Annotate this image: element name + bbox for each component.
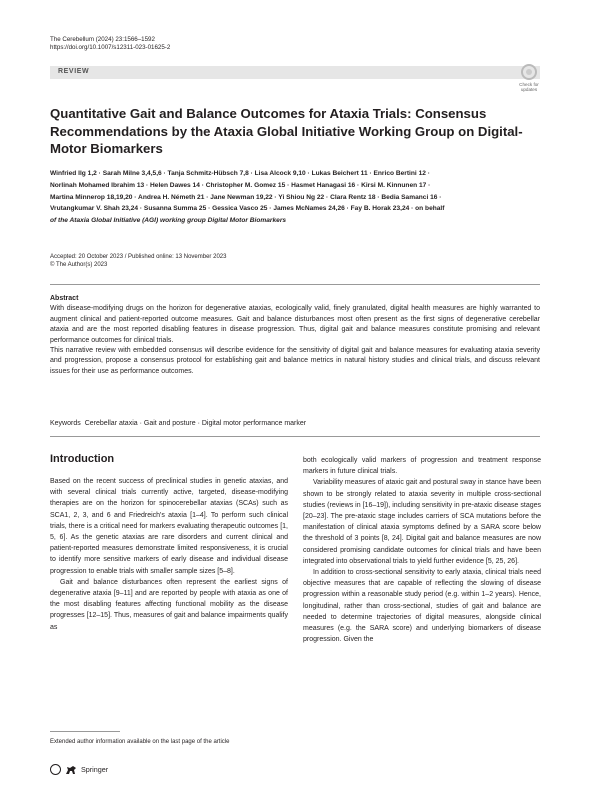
body-paragraph: Variability measures of ataxic gait and postural sway in stance have been shown to be strongly related to ataxia severity in multiple cross-sectional studies (reviews in [16–19]), including sensitivity in pre-ataxic disease stages [20–23]. The pre-ataxic stage includes carriers of SCA mutations before the manifestation of clinical ataxia symptoms defined by a SARA score below the threshold of 3 points [8, 24]. Digital gait and balance measures are now considered promising candidate outcomes for clinical trials and have been integrated into observational trials to yield further evidence [5, 25, 26]. <box>303 479 541 565</box>
article-title: Quantitative Gait and Balance Outcomes for Ataxia Trials: Consensus Recommendations by the Ataxia Global Initiative Working Group on Digital-Motor Biomarkers <box>50 106 523 156</box>
check-for-updates-icon[interactable] <box>514 64 544 100</box>
author-line: Norlinah Mohamed Ibrahim 13 · Helen Dawes 14 · Christopher M. Gomez 15 · Hasmet Hanagasi 16 · Kirsi M. Kinnunen 17 · <box>50 181 431 189</box>
springer-horse-icon <box>65 765 77 775</box>
author-line: Winfried Ilg 1,2 · Sarah Milne 3,4,5,6 · Tanja Schmitz-Hübsch 7,8 · Lisa Alcock 9,10 · Lukas Beichert 11 · Enrico Bertini 12 · <box>50 170 430 177</box>
author-group-line: of the Ataxia Global Initiative (AGI) working group Digital Motor Biomarkers <box>50 217 287 225</box>
badge-circle <box>521 64 537 80</box>
article-type-label: REVIEW <box>58 68 90 75</box>
doi-link[interactable]: https://doi.org/10.1007/s12311-023-01625-2 <box>50 44 171 51</box>
open-access-icon <box>50 764 61 775</box>
badge-line-2: updates <box>520 87 538 92</box>
divider <box>50 436 540 437</box>
author-list <box>50 168 540 227</box>
body-paragraph: Based on the recent success of preclinical studies in genetic ataxias, and with several clinical trials currently active, targeted, disease-modifying therapies are on the horizon for spinocerebellar ataxias (SCAs) such as SCA1, 2, 3, and 6 and Friedreich's ataxia [1–4]. To perform such clinical trials, there is a critical need for markers evaluating therapeutic outcomes [1, 5, 6]. As the genetic ataxias are rare disorders and current clinical and patient-reported measures demonstrate limited responsiveness, it is crucial to identify more sensitive markers of early disease and individual disease progression to enable trials with smaller sample sizes [5–8]. <box>50 478 288 575</box>
abstract-paragraph: With disease-modifying drugs on the horizon for degenerative ataxias, ecologically valid, finely granulated, digital health measures are highly warranted to augment clinical and patient-reported outcome measures. Gait and balance disturbances most often present as the first signs of degenerative cerebellar ataxia and are the most reported disabling features in disease progression. Thus, digital gait and balance measures constitute promising and relevant performance outcomes for clinical trials. <box>50 305 540 344</box>
body-paragraph: both ecologically valid markers of progression and treatment response markers in future clinical trials. <box>303 457 541 476</box>
body-paragraph: Gait and balance disturbances often represent the earliest signs of degenerative ataxia [9–11] and are reported by people with ataxia as one of the most disabling features affecting functional mobility as the disease progresses [12–15]. Thus, measures of gait and balance impairments qualify as <box>50 578 288 631</box>
abstract-paragraph: This narrative review with embedded consensus will describe evidence for the sensitivity of digital gait and balance measures for evaluating ataxia severity and progression, propose a consensus protocol for establishing gait and balance metrics in natural history studies and clinical trials, and discuss relevant issues for their use as performance outcomes. <box>50 347 540 375</box>
keywords-text: Cerebellar ataxia · Gait and posture · Digital motor performance marker <box>84 420 307 427</box>
publisher-footer <box>50 764 108 775</box>
left-column <box>50 476 288 633</box>
badge-line-1: Check for <box>519 82 539 87</box>
section-heading-introduction: Introduction <box>50 453 115 465</box>
footnote: Extended author information available on the last page of the article <box>50 739 230 745</box>
keywords-label: Keywords <box>50 420 81 427</box>
footnote-rule <box>50 731 120 732</box>
copyright-line: © The Author(s) 2023 <box>50 262 108 268</box>
badge-text <box>514 82 544 92</box>
author-line: Martina Minnerop 18,19,20 · Andrea H. Németh 21 · Jane Newman 19,22 · Yi Shiou Ng 22 · Clara Rentz 18 · Bedia Samanci 16 · <box>50 193 442 201</box>
right-column <box>303 455 541 645</box>
keywords <box>50 419 540 429</box>
author-line: Vrutangkumar V. Shah 23,24 · Susanna Summa 25 · Gessica Vasco 25 · James McNames 24,26 · Fay B. Horak 23,24 · on behalf <box>50 205 445 213</box>
abstract-section <box>50 294 540 377</box>
journal-citation: The Cerebellum (2024) 23:1566–1592 <box>50 36 155 43</box>
article-type-band <box>50 66 540 79</box>
body-paragraph: In addition to cross-sectional sensitivity to early ataxia, clinical trials need objective measures that are capable of reflecting the slowing of disease progression within a reasonable study period (e.g. within 1–2 years). Hence, longitudinal, rather than cross-sectional, studies of gait and balance are needed to determine trajectories of digital measures, alongside clinical measures (e.g. the SARA score) and underlying biomarkers of disease progression. Given the <box>303 569 541 644</box>
abstract-heading: Abstract <box>50 295 79 302</box>
publication-dates: Accepted: 20 October 2023 / Published online: 13 November 2023 <box>50 254 227 260</box>
divider <box>50 284 540 285</box>
publisher-name: Springer <box>81 765 109 774</box>
